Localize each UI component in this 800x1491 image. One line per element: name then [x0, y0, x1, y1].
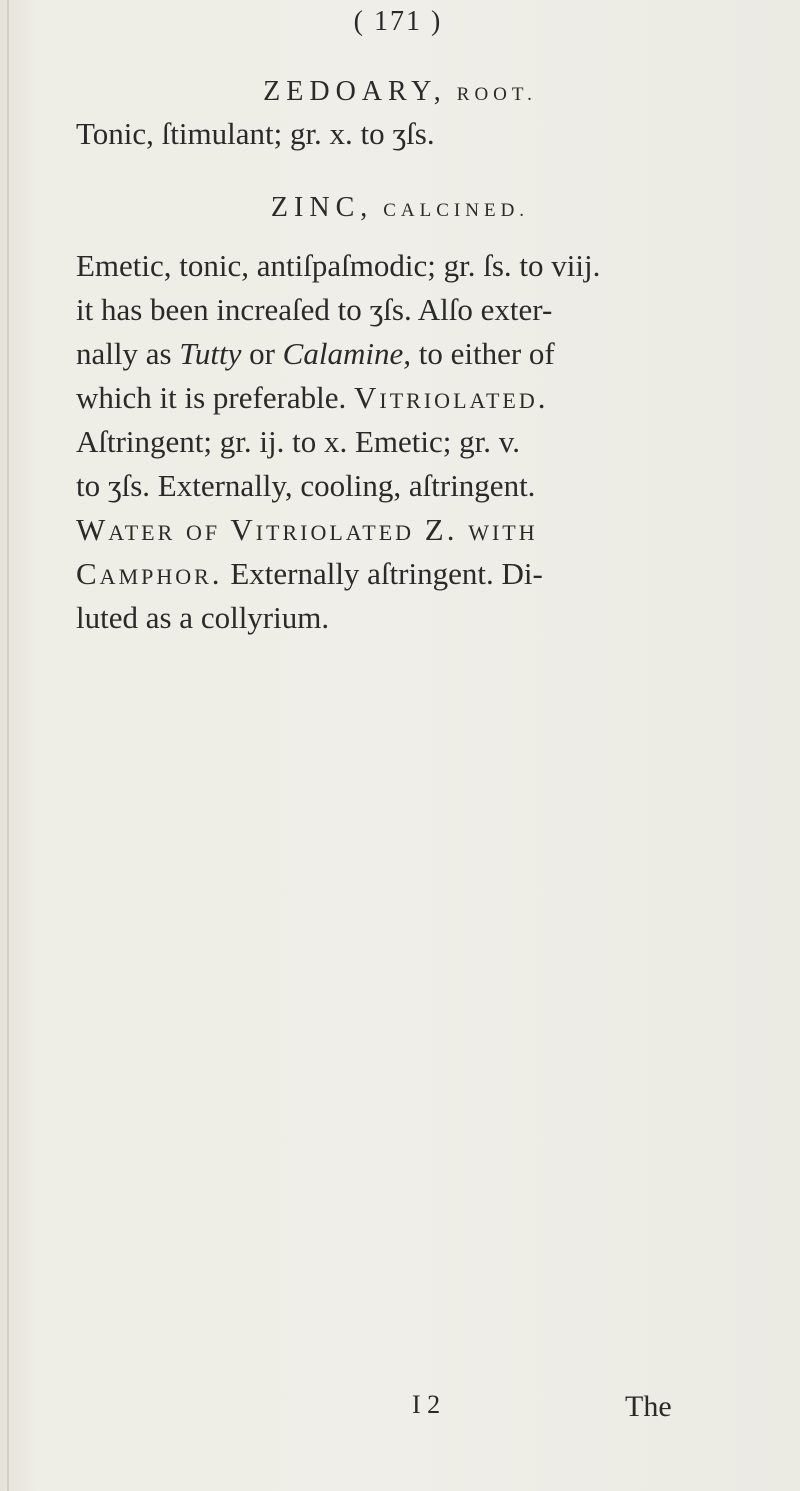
page-gutter	[7, 0, 9, 1491]
text-run: Externally aſtringent. Di-	[222, 556, 543, 591]
zinc-text-line: luted as a collyrium.	[76, 600, 330, 635]
subheading-camphor: Camphor.	[76, 556, 223, 591]
zinc-text-line: to ʒſs. Externally, cooling, aſtringent.	[76, 468, 536, 503]
zedoary-text: Tonic, ſtimulant; gr. x. to ʒſs.	[76, 116, 435, 151]
heading-name: ZINC,	[270, 192, 374, 223]
heading-suffix: ROOT.	[456, 84, 537, 105]
zinc-text-line	[76, 334, 555, 374]
entry-heading-zedoary	[160, 76, 640, 108]
zinc-text-line	[76, 510, 538, 550]
entry-heading-zinc	[160, 192, 640, 224]
subheading-vitriolated: Vitriolated.	[354, 380, 549, 415]
text-run: which it is preferable.	[76, 380, 355, 415]
zinc-text-line	[76, 554, 543, 594]
italic-term-tutty: Tutty	[179, 336, 242, 371]
text-run: nally as	[76, 336, 180, 371]
catchword: The	[625, 1390, 672, 1423]
page-number: ( 171 )	[353, 6, 443, 37]
heading-name: ZEDOARY,	[263, 76, 447, 107]
text-run: to either of	[410, 336, 555, 371]
zinc-text-line: it has been increaſed to ʒſs. Alſo exter-	[76, 292, 553, 327]
italic-term-calamine: Calamine,	[282, 336, 411, 371]
subheading-water-of-vitriolated-zinc: Water of Vitriolated Z. with	[76, 512, 538, 547]
zinc-text-line: Emetic, tonic, antiſpaſmodic; gr. ſs. to viij.	[76, 248, 601, 283]
signature-mark: I 2	[412, 1390, 441, 1419]
heading-suffix: CALCINED.	[383, 200, 530, 221]
zinc-text-line	[76, 378, 548, 418]
zinc-text-line: Aſtringent; gr. ij. to x. Emetic; gr. v.	[76, 424, 520, 459]
text-run: or	[241, 336, 283, 371]
